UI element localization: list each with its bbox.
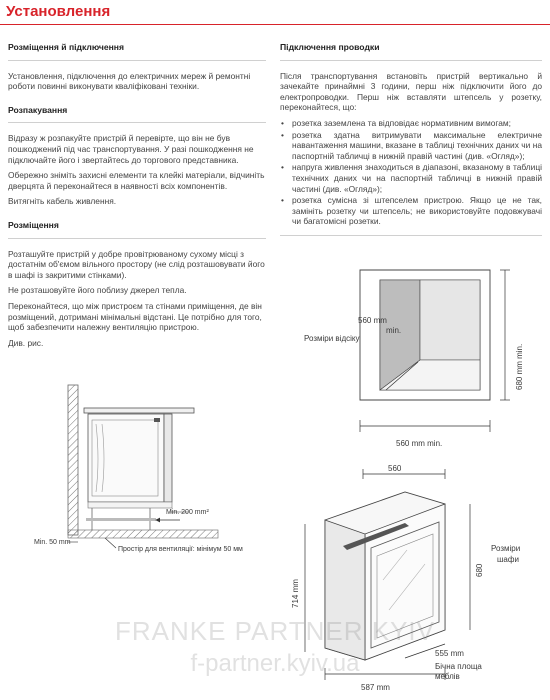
placement-paragraph-4: Див. рис. — [8, 337, 44, 348]
cabinet-bottom-width-label: 587 mm — [361, 683, 390, 692]
wiring-requirements-list — [280, 118, 542, 227]
left-column — [8, 42, 266, 353]
niche-drawing — [290, 250, 550, 455]
ventilation-diagram — [30, 380, 280, 560]
cabinet-total-height-label: 714 mm — [291, 579, 300, 608]
watermark-line-1: FRANKE PARTNER KYIV — [115, 616, 435, 646]
placement-connection-text: Установлення, підключення до електричних мереж й ремонтні роботи повинні виконувати кваліфіковані техніки. — [8, 70, 251, 92]
ventilation-drawing — [30, 380, 280, 560]
unpacking-heading: Розпакування — [8, 104, 68, 115]
cabinet-drawing — [285, 460, 550, 700]
placement-paragraph-3: Переконайтеся, що між пристроєм та стінами приміщення, де він розміщений, дотримані мінімальні відстані. Це потрібно для того, щоб забезпечити належну вентиляцію пристрою. — [8, 300, 262, 333]
cabinet-width-label: 560 — [388, 464, 402, 473]
worktop — [84, 408, 194, 413]
cabinet-side-label-2: шафи — [497, 555, 519, 564]
wall — [68, 385, 78, 535]
page-title: Установлення — [6, 3, 111, 20]
niche-label: Розміри відсіку — [304, 334, 360, 343]
unpacking-paragraph-2: Обережно зніміть захисні елементи та клейкі матеріали, відчиніть дверцята й переконайтеся в наявності всіх компонентів. — [8, 170, 265, 191]
list-item: • розетка заземлена та відповідає нормативним вимогам; — [292, 118, 542, 129]
section-divider — [8, 238, 266, 239]
wiring-heading: Підключення проводки — [280, 42, 380, 52]
cabinet-side-area-1: Бічна площа — [435, 662, 482, 671]
niche-diagram — [290, 250, 550, 455]
niche-height-label: 680 mm min. — [515, 343, 524, 390]
min-50-label: Min. 50 mm — [34, 539, 71, 546]
unpacking-paragraph-1: Відразу ж розпакуйте пристрій й перевірте, що він не був пошкоджений під час транспортування. У разі пошкодження не підключайте його і звертайтесь до торгового представника. — [8, 133, 254, 165]
list-item: • напруга живлення знаходиться в діапазоні, вказаному в таблиці технічних даних чи на паспортній табличці в нижній правій частині (див. «Огляд»); — [292, 162, 542, 194]
niche-depth-min: min. — [386, 326, 402, 335]
appliance-door — [164, 414, 172, 502]
cabinet-diagram — [285, 460, 550, 700]
wiring-intro: Після транспортування встановіть пристрій вертикально й зачекайте принаймні 3 години, перш ніж підключити його до електропроводки. Перш ніж вставляти штепсель у розетку, переконайтеся, що: — [280, 70, 542, 113]
watermark-line-2: f-partner.kyiv.ua — [190, 650, 360, 677]
min-200-label: Min. 200 mm² — [166, 509, 209, 516]
title-divider — [0, 24, 550, 25]
section-divider — [8, 60, 266, 61]
cabinet-height-label: 680 — [475, 563, 484, 577]
placement-heading: Розміщення — [8, 219, 59, 230]
page-header — [0, 0, 550, 26]
floor — [68, 530, 218, 538]
placement-paragraph-1: Розташуйте пристрій у добре провітрюваному сухому місці з достатнім об'ємом вільного простору (не слід розташовувати його в шафі із закритими стінками). — [8, 248, 265, 280]
cabinet-side-area-2: меблів — [435, 672, 460, 681]
section-divider — [280, 235, 542, 236]
unpacking-paragraph-3: Витягніть кабель живлення. — [8, 196, 117, 207]
niche-width-label: 560 mm min. — [396, 439, 443, 448]
appliance-body — [88, 414, 164, 502]
ventilation-note: Простір для вентиляції: мінімум 50 мм — [118, 546, 243, 553]
cabinet-depth-label: 555 mm — [435, 649, 464, 658]
list-item: • розетка здатна витримувати максимальне електричне навантаження машини, вказане в таблиці технічних даних чи на паспортній табличці в нижній правій частині (див. «Огляд»); — [292, 130, 542, 162]
placement-paragraph-2: Не розташовуйте його поблизу джерел тепла. — [8, 285, 187, 296]
section-divider — [8, 122, 266, 123]
right-column — [280, 42, 542, 246]
list-item: • розетка сумісна зі штепселем пристрою. Якщо це не так, замініть розетку чи штепсель; не використовуйте подовжувачі чи багатомісні розетки. — [292, 195, 542, 227]
niche-depth-label: 560 mm — [358, 316, 387, 325]
section-divider — [280, 60, 542, 61]
placement-connection-heading: Розміщення й підключення — [8, 42, 125, 52]
cabinet-side-label-1: Розміри — [491, 544, 521, 553]
